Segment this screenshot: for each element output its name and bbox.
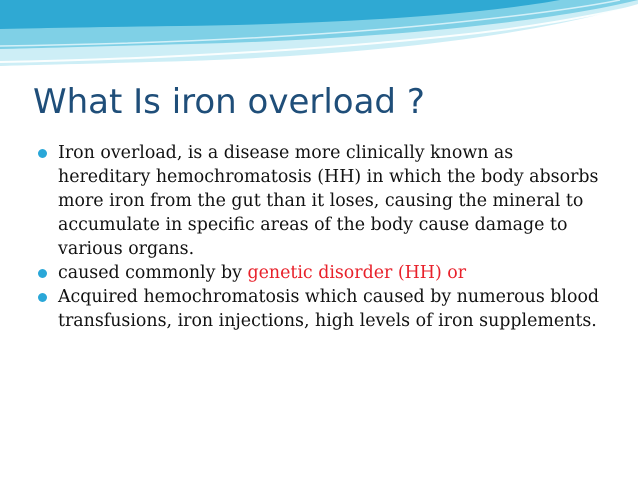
bullet-item-acquired (38, 285, 608, 333)
bullet-text-highlight: genetic disorder (HH) or (247, 263, 467, 283)
bullet-item-cause (38, 261, 608, 285)
slide-title: What Is iron overload ? (33, 82, 425, 122)
bullet-dot-icon (38, 293, 47, 302)
bullet-text-prefix: caused commonly by (58, 263, 248, 283)
bullet-text: Acquired hemochromatosis which caused by numerous blood transfusions, iron injections, high levels of iron supplements. (58, 287, 600, 331)
bullet-text: Iron overload, is a disease more clinically known as hereditary hemochromatosis (HH) in which the body absorbs more iron from the gut than it loses, causing the mineral to accumulate in specific areas of the body cause damage to various organs. (58, 143, 599, 259)
bullet-dot-icon (38, 149, 47, 158)
bullet-item-definition (38, 141, 608, 261)
bullet-dot-icon (38, 269, 47, 278)
decorative-wave-header (0, 0, 638, 80)
bullet-list (38, 141, 608, 333)
